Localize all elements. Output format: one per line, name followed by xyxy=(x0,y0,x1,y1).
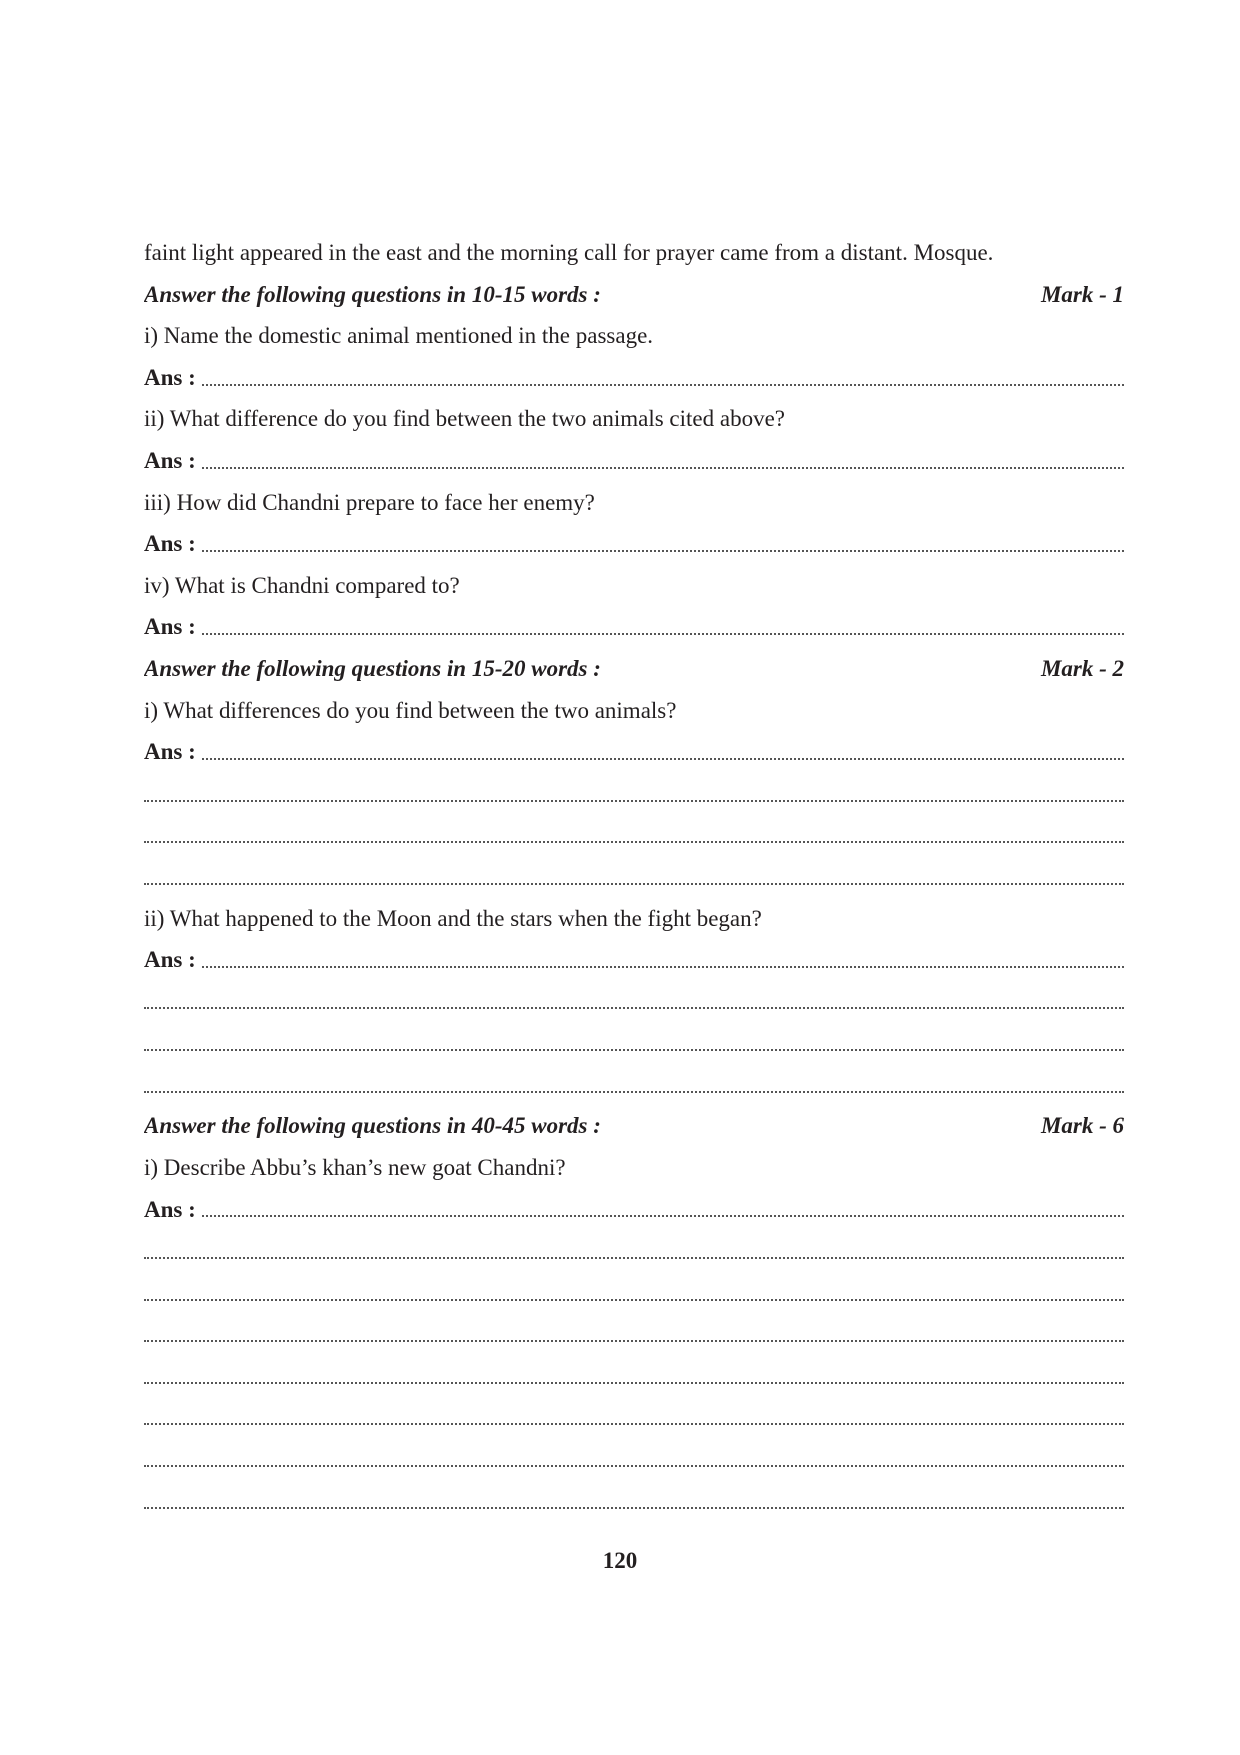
dotted-answer-space[interactable] xyxy=(202,550,1124,552)
answer-continuation-line[interactable] xyxy=(144,1438,1124,1480)
answer-line[interactable] xyxy=(144,1189,1124,1231)
dotted-answer-space[interactable] xyxy=(144,1049,1124,1051)
dotted-answer-space[interactable] xyxy=(144,1091,1124,1093)
dotted-answer-space[interactable] xyxy=(144,1423,1124,1425)
answer-line[interactable] xyxy=(144,440,1124,482)
question: i) Describe Abbu’s khan’s new goat Chandni? xyxy=(144,1155,566,1181)
dotted-answer-space[interactable] xyxy=(144,1382,1124,1384)
answer-line[interactable] xyxy=(144,606,1124,648)
dotted-answer-space[interactable] xyxy=(202,633,1124,635)
ans-label: Ans : xyxy=(144,739,196,765)
answer-continuation-line[interactable] xyxy=(144,1397,1124,1439)
dotted-answer-space[interactable] xyxy=(202,1215,1124,1217)
dotted-answer-space[interactable] xyxy=(202,966,1124,968)
answer-continuation-line[interactable] xyxy=(144,1272,1124,1314)
ans-label: Ans : xyxy=(144,364,196,390)
section-heading xyxy=(144,648,1124,690)
answer-continuation-line[interactable] xyxy=(144,1230,1124,1272)
dotted-answer-space[interactable] xyxy=(144,1507,1124,1509)
dotted-answer-space[interactable] xyxy=(144,883,1124,885)
dotted-answer-space[interactable] xyxy=(202,758,1124,760)
answer-continuation-line[interactable] xyxy=(144,1064,1124,1106)
answer-continuation-line[interactable] xyxy=(144,1313,1124,1355)
question: i) Name the domestic animal mentioned in the passage. xyxy=(144,323,654,349)
question: i) What differences do you find between the two animals? xyxy=(144,697,677,723)
dotted-answer-space[interactable] xyxy=(202,467,1124,469)
section-mark: Mark - 6 xyxy=(1040,1113,1124,1139)
answer-continuation-line[interactable] xyxy=(144,1480,1124,1522)
answer-continuation-line[interactable] xyxy=(144,814,1124,856)
answer-line[interactable] xyxy=(144,523,1124,565)
question: ii) What happened to the Moon and the stars when the fight began? xyxy=(144,905,762,931)
section-heading xyxy=(144,1105,1124,1147)
page-number: 120 xyxy=(602,1548,638,1573)
answer-line[interactable] xyxy=(144,939,1124,981)
answer-line[interactable] xyxy=(144,357,1124,399)
dotted-answer-space[interactable] xyxy=(144,841,1124,843)
question: ii) What difference do you find between the two animals cited above? xyxy=(144,406,786,432)
section-heading xyxy=(144,274,1124,316)
dotted-answer-space[interactable] xyxy=(144,800,1124,802)
ans-label: Ans : xyxy=(144,447,196,473)
answer-continuation-line[interactable] xyxy=(144,1355,1124,1397)
dotted-answer-space[interactable] xyxy=(202,384,1124,386)
section-instruction: Answer the following questions in 40-45 words : xyxy=(144,1113,601,1139)
question: iv) What is Chandni compared to? xyxy=(144,572,460,598)
section-mark: Mark - 2 xyxy=(1040,655,1124,681)
dotted-answer-space[interactable] xyxy=(144,1257,1124,1259)
ans-label: Ans : xyxy=(144,531,196,557)
ans-label: Ans : xyxy=(144,614,196,640)
dotted-answer-space[interactable] xyxy=(144,1007,1124,1009)
section-mark: Mark - 1 xyxy=(1040,281,1124,307)
section-instruction: Answer the following questions in 10-15 words : xyxy=(144,281,601,307)
intro-line: faint light appeared in the east and the morning call for prayer came from a distant. Mosque. xyxy=(144,240,994,265)
worksheet-content xyxy=(144,232,1124,1521)
answer-continuation-line[interactable] xyxy=(144,1022,1124,1064)
section-instruction: Answer the following questions in 15-20 words : xyxy=(144,655,601,681)
dotted-answer-space[interactable] xyxy=(144,1299,1124,1301)
answer-continuation-line[interactable] xyxy=(144,981,1124,1023)
ans-label: Ans : xyxy=(144,947,196,973)
answer-continuation-line[interactable] xyxy=(144,856,1124,898)
question: iii) How did Chandni prepare to face her enemy? xyxy=(144,489,595,515)
dotted-answer-space[interactable] xyxy=(144,1465,1124,1467)
answer-line[interactable] xyxy=(144,731,1124,773)
dotted-answer-space[interactable] xyxy=(144,1340,1124,1342)
answer-continuation-line[interactable] xyxy=(144,773,1124,815)
ans-label: Ans : xyxy=(144,1196,196,1222)
